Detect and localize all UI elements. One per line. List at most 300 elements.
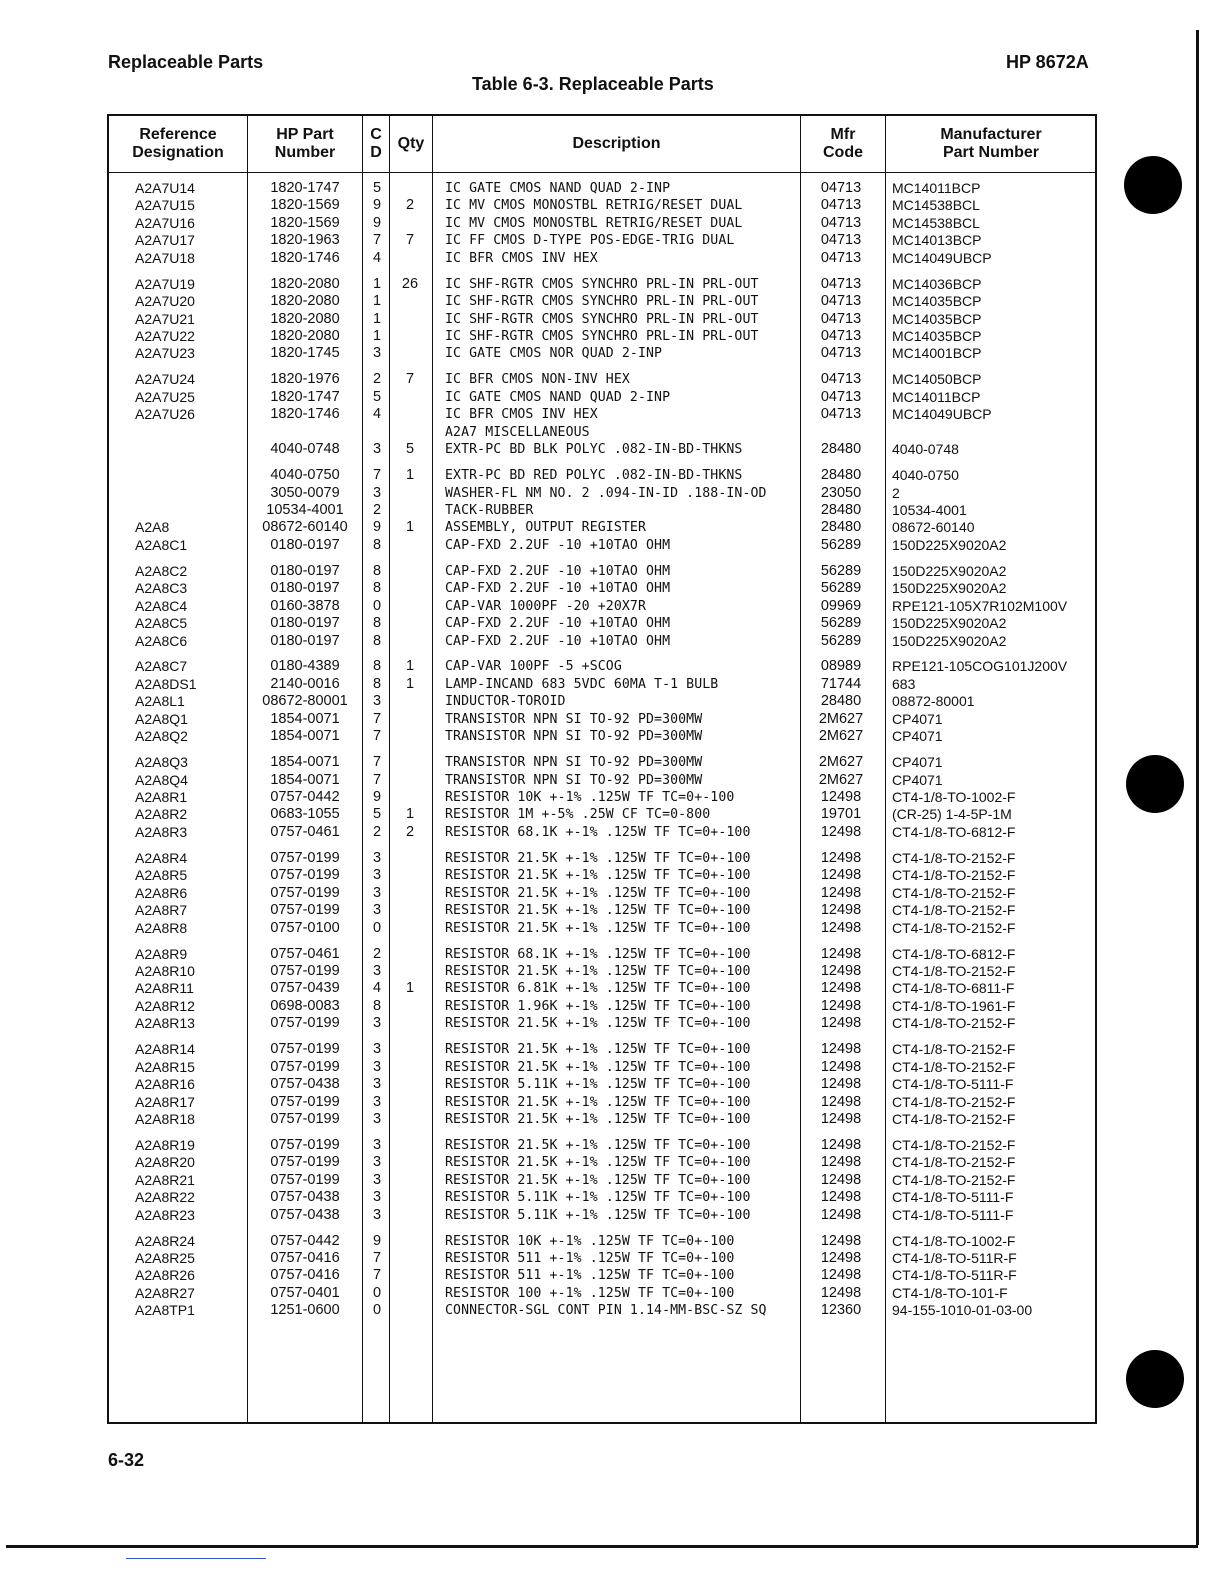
cell-mpn: MC14035BCP bbox=[892, 310, 982, 327]
cell-qty: 1 bbox=[405, 806, 415, 823]
cell-mfr: 56289 bbox=[820, 562, 862, 579]
cell-pn: 0757-0416 bbox=[270, 1250, 340, 1266]
cell-desc: CAP-FXD 2.2UF -10 +10TAO OHM bbox=[445, 537, 671, 553]
cell-ref: A2A7U22 bbox=[135, 328, 195, 344]
table-row bbox=[107, 1015, 1097, 1032]
table-row bbox=[107, 946, 1097, 963]
table-row bbox=[107, 1137, 1097, 1154]
cell-desc: RESISTOR 5.11K +-1% .125W TF TC=0+-100 bbox=[445, 1190, 751, 1206]
cell-desc: IC BFR CMOS INV HEX bbox=[445, 407, 598, 423]
cell-mpn: 2 bbox=[892, 484, 900, 501]
cell-mfr: 12498 bbox=[820, 1171, 862, 1188]
cell-mpn: CT4-1/8-TO-2152-F bbox=[892, 884, 1016, 901]
cell-qty: 2 bbox=[405, 197, 415, 214]
cell-cd: 2 bbox=[372, 945, 382, 962]
cell-pn: 0757-0199 bbox=[270, 1154, 340, 1171]
cell-ref: A2A8Q3 bbox=[135, 754, 188, 771]
cell-mfr: 28480 bbox=[820, 693, 862, 710]
cell-mpn: CT4-1/8-TO-5111-F bbox=[892, 1206, 1014, 1223]
cell-cd: 2 bbox=[372, 371, 382, 388]
cell-desc: RESISTOR 21.5K +-1% .125W TF TC=0+-100 bbox=[445, 1059, 751, 1075]
scan-underline bbox=[126, 1558, 266, 1559]
cell-mpn: CT4-1/8-TO-2152-F bbox=[892, 1154, 1016, 1171]
cell-pn: 0757-0461 bbox=[270, 823, 340, 840]
cell-desc: RESISTOR 21.5K +-1% .125W TF TC=0+-100 bbox=[445, 868, 751, 884]
cell-cd: 3 bbox=[372, 693, 382, 710]
cell-desc: A2A7 MISCELLANEOUS bbox=[445, 424, 590, 440]
table-row bbox=[107, 293, 1097, 310]
cell-pn: 1854-0071 bbox=[270, 710, 340, 727]
cell-cd: 5 bbox=[372, 180, 382, 196]
cell-mpn: CT4-1/8-TO-511R-F bbox=[892, 1250, 1017, 1266]
cell-desc: RESISTOR 1.96K +-1% .125W TF TC=0+-100 bbox=[445, 998, 751, 1014]
cell-qty: 1 bbox=[405, 658, 415, 675]
cell-qty: 1 bbox=[405, 980, 415, 997]
cell-mpn: 94-155-1010-01-03-00 bbox=[892, 1302, 1033, 1319]
cell-cd: 0 bbox=[372, 919, 382, 936]
cell-qty: 7 bbox=[405, 232, 415, 249]
cell-pn: 2140-0016 bbox=[270, 675, 340, 692]
cell-mfr: 09969 bbox=[820, 597, 862, 614]
cell-mfr: 19701 bbox=[820, 806, 862, 823]
cell-mpn: 08872-80001 bbox=[892, 693, 975, 710]
cell-mfr: 04713 bbox=[820, 310, 862, 327]
cell-desc: INDUCTOR-TOROID bbox=[445, 694, 566, 710]
cell-desc: CAP-VAR 100PF -5 +SCOG bbox=[445, 659, 622, 675]
cell-ref: A2A8R7 bbox=[135, 902, 188, 919]
cell-mpn: 150D225X9020A2 bbox=[892, 615, 1007, 632]
cell-mfr: 04713 bbox=[820, 293, 862, 310]
cell-pn: 1820-1976 bbox=[270, 371, 340, 388]
cell-cd: 4 bbox=[372, 406, 382, 423]
cell-mfr: 28480 bbox=[820, 467, 862, 484]
cell-mfr: 12498 bbox=[820, 945, 862, 962]
cell-cd: 3 bbox=[372, 1041, 382, 1058]
cell-mpn: CP4071 bbox=[892, 754, 943, 771]
cell-cd: 4 bbox=[372, 249, 382, 266]
table-row bbox=[107, 1041, 1097, 1058]
cell-ref: A2A8Q4 bbox=[135, 771, 188, 788]
table-row bbox=[107, 1172, 1097, 1189]
cell-ref: A2A8C7 bbox=[135, 658, 188, 675]
cell-pn: 08672-80001 bbox=[262, 693, 348, 710]
cell-mfr: 12498 bbox=[820, 980, 862, 997]
cell-mfr: 04713 bbox=[820, 232, 862, 249]
cell-pn: 1820-1747 bbox=[270, 388, 340, 405]
table-row bbox=[107, 1267, 1097, 1284]
cell-ref: A2A8R25 bbox=[135, 1250, 195, 1266]
cell-pn: 1854-0071 bbox=[270, 771, 340, 788]
column-header-qty: Qty bbox=[397, 135, 425, 152]
cell-cd: 7 bbox=[372, 754, 382, 771]
cell-desc: IC GATE CMOS NOR QUAD 2-INP bbox=[445, 346, 663, 362]
cell-desc: RESISTOR 1M +-5% .25W CF TC=0-800 bbox=[445, 807, 711, 823]
cell-mfr: 04713 bbox=[820, 180, 862, 196]
cell-mfr: 12360 bbox=[820, 1302, 862, 1319]
cell-ref: A2A8R17 bbox=[135, 1093, 195, 1110]
cell-cd: 1 bbox=[372, 310, 382, 327]
cell-mpn: RPE121-105X7R102M100V bbox=[892, 597, 1068, 614]
parts-table-body bbox=[107, 180, 1097, 1328]
cell-desc: RESISTOR 21.5K +-1% .125W TF TC=0+-100 bbox=[445, 963, 751, 979]
cell-cd: 3 bbox=[372, 1189, 382, 1206]
table-row bbox=[107, 406, 1097, 423]
cell-desc: IC SHF-RGTR CMOS SYNCHRO PRL-IN PRL-OUT bbox=[445, 276, 759, 292]
cell-ref: A2A8R27 bbox=[135, 1284, 195, 1301]
cell-ref: A2A7U17 bbox=[135, 232, 195, 249]
cell-mfr: 12498 bbox=[820, 1041, 862, 1058]
cell-cd: 9 bbox=[372, 214, 382, 231]
cell-ref: A2A8Q1 bbox=[135, 710, 188, 727]
cell-ref: A2A7U26 bbox=[135, 406, 195, 423]
cell-pn: 1820-2080 bbox=[270, 310, 340, 327]
table-row bbox=[107, 1250, 1097, 1267]
cell-mfr: 2M627 bbox=[818, 728, 864, 745]
table-row bbox=[107, 424, 1097, 441]
cell-ref: A2A7U25 bbox=[135, 388, 195, 405]
cell-mpn: MC14538BCL bbox=[892, 197, 980, 214]
table-row bbox=[107, 215, 1097, 232]
cell-mpn: CT4-1/8-TO-5111-F bbox=[892, 1189, 1014, 1206]
cell-pn: 0683-1055 bbox=[270, 806, 340, 823]
cell-mpn: CT4-1/8-TO-2152-F bbox=[892, 1041, 1016, 1058]
cell-pn: 0757-0416 bbox=[270, 1267, 340, 1284]
table-row bbox=[107, 693, 1097, 710]
cell-pn: 1820-2080 bbox=[270, 275, 340, 292]
cell-ref: A2A8R20 bbox=[135, 1154, 195, 1171]
cell-ref: A2A8R18 bbox=[135, 1110, 195, 1127]
cell-desc: RESISTOR 21.5K +-1% .125W TF TC=0+-100 bbox=[445, 1016, 751, 1032]
column-header-check-digit: C D bbox=[370, 126, 382, 161]
cell-mfr: 12498 bbox=[820, 1058, 862, 1075]
cell-ref: A2A8R5 bbox=[135, 867, 188, 884]
cell-pn: 0180-0197 bbox=[270, 632, 340, 649]
cell-cd: 1 bbox=[372, 328, 382, 344]
cell-cd: 3 bbox=[372, 867, 382, 884]
cell-mpn: 150D225X9020A2 bbox=[892, 562, 1007, 579]
table-row bbox=[107, 1285, 1097, 1302]
cell-pn: 0757-0100 bbox=[270, 919, 340, 936]
table-row bbox=[107, 580, 1097, 597]
cell-mpn: CP4071 bbox=[892, 728, 943, 745]
cell-cd: 3 bbox=[372, 1136, 382, 1153]
cell-mfr: 04713 bbox=[820, 328, 862, 344]
row-group bbox=[107, 563, 1097, 650]
cell-ref: A2A8Q2 bbox=[135, 728, 188, 745]
cell-mfr: 2M627 bbox=[818, 710, 864, 727]
cell-cd: 7 bbox=[372, 728, 382, 745]
cell-mfr: 12498 bbox=[820, 1267, 862, 1284]
cell-mfr: 04713 bbox=[820, 388, 862, 405]
running-header-model: HP 8672A bbox=[1006, 52, 1089, 72]
cell-cd: 8 bbox=[372, 562, 382, 579]
cell-cd: 5 bbox=[372, 388, 382, 405]
cell-desc: TRANSISTOR NPN SI TO-92 PD=300MW bbox=[445, 772, 703, 788]
cell-mpn: CT4-1/8-TO-6812-F bbox=[892, 945, 1016, 962]
cell-pn: 10534-4001 bbox=[266, 501, 344, 518]
row-group bbox=[107, 946, 1097, 1033]
cell-cd: 1 bbox=[372, 293, 382, 310]
cell-cd: 7 bbox=[372, 467, 382, 484]
table-row bbox=[107, 920, 1097, 937]
cell-mpn: CT4-1/8-TO-2152-F bbox=[892, 1015, 1016, 1032]
cell-mpn: CT4-1/8-TO-1002-F bbox=[892, 1232, 1016, 1249]
cell-ref: A2A8DS1 bbox=[135, 675, 197, 692]
cell-pn: 0757-0199 bbox=[270, 1041, 340, 1058]
cell-ref: A2A8R11 bbox=[135, 980, 194, 997]
cell-pn: 1820-1569 bbox=[270, 214, 340, 231]
cell-ref: A2A8C5 bbox=[135, 615, 188, 632]
cell-desc: RESISTOR 21.5K +-1% .125W TF TC=0+-100 bbox=[445, 1172, 751, 1188]
cell-desc: TRANSISTOR NPN SI TO-92 PD=300MW bbox=[445, 755, 703, 771]
cell-mpn: MC14050BCP bbox=[892, 371, 982, 388]
cell-cd: 3 bbox=[372, 1154, 382, 1171]
cell-cd: 3 bbox=[372, 962, 382, 979]
table-row bbox=[107, 1207, 1097, 1224]
cell-ref: A2A8R16 bbox=[135, 1076, 195, 1093]
cell-pn: 1820-1746 bbox=[270, 249, 340, 266]
cell-pn: 0757-0438 bbox=[270, 1206, 340, 1223]
cell-ref: A2A8R26 bbox=[135, 1267, 195, 1284]
table-row bbox=[107, 885, 1097, 902]
cell-mfr: 08989 bbox=[820, 658, 862, 675]
cell-pn: 1820-1963 bbox=[270, 232, 340, 249]
cell-cd: 9 bbox=[372, 197, 382, 214]
table-row bbox=[107, 371, 1097, 388]
cell-mpn: MC14538BCL bbox=[892, 214, 980, 231]
cell-ref: A2A8R6 bbox=[135, 884, 188, 901]
table-row bbox=[107, 328, 1097, 345]
cell-cd: 3 bbox=[372, 1171, 382, 1188]
cell-pn: 0757-0442 bbox=[270, 789, 340, 805]
cell-desc: RESISTOR 21.5K +-1% .125W TF TC=0+-100 bbox=[445, 1155, 751, 1171]
cell-desc: IC SHF-RGTR CMOS SYNCHRO PRL-IN PRL-OUT bbox=[445, 311, 759, 327]
cell-desc: IC SHF-RGTR CMOS SYNCHRO PRL-IN PRL-OUT bbox=[445, 329, 759, 344]
table-row bbox=[107, 441, 1097, 458]
cell-mpn: MC14049UBCP bbox=[892, 249, 992, 266]
cell-mpn: CP4071 bbox=[892, 710, 943, 727]
cell-mpn: 4040-0750 bbox=[892, 467, 959, 484]
cell-qty: 1 bbox=[405, 519, 415, 536]
cell-mfr: 12498 bbox=[820, 1093, 862, 1110]
cell-pn: 1820-1746 bbox=[270, 406, 340, 423]
cell-mfr: 12498 bbox=[820, 1154, 862, 1171]
table-row bbox=[107, 502, 1097, 519]
cell-pn: 0698-0083 bbox=[270, 997, 340, 1014]
cell-ref: A2A8R22 bbox=[135, 1189, 195, 1206]
binder-hole bbox=[1126, 1350, 1184, 1408]
scan-edge-right bbox=[1196, 30, 1199, 1545]
cell-mpn: CT4-1/8-TO-2152-F bbox=[892, 867, 1016, 884]
cell-pn: 0180-0197 bbox=[270, 580, 340, 597]
cell-mpn: CT4-1/8-TO-511R-F bbox=[892, 1267, 1017, 1284]
cell-cd: 4 bbox=[372, 980, 382, 997]
cell-pn: 1820-2080 bbox=[270, 328, 340, 344]
cell-pn: 1854-0071 bbox=[270, 728, 340, 745]
cell-mpn: 08672-60140 bbox=[892, 519, 975, 536]
column-header-mfr-code: Mfr Code bbox=[823, 126, 863, 161]
cell-cd: 2 bbox=[372, 501, 382, 518]
table-row bbox=[107, 658, 1097, 675]
cell-desc: CAP-FXD 2.2UF -10 +10TAO OHM bbox=[445, 616, 671, 632]
cell-mfr: 71744 bbox=[820, 675, 862, 692]
cell-mfr: 12498 bbox=[820, 1076, 862, 1093]
cell-desc: RESISTOR 5.11K +-1% .125W TF TC=0+-100 bbox=[445, 1077, 751, 1093]
cell-ref: A2A8R23 bbox=[135, 1206, 195, 1223]
cell-ref: A2A8R14 bbox=[135, 1041, 195, 1058]
cell-desc: RESISTOR 5.11K +-1% .125W TF TC=0+-100 bbox=[445, 1207, 751, 1223]
cell-cd: 7 bbox=[372, 1250, 382, 1266]
cell-mpn: 4040-0748 bbox=[892, 441, 959, 458]
cell-pn: 0757-0199 bbox=[270, 962, 340, 979]
cell-cd: 3 bbox=[372, 884, 382, 901]
row-group bbox=[107, 180, 1097, 267]
cell-pn: 1820-1569 bbox=[270, 197, 340, 214]
cell-desc: RESISTOR 21.5K +-1% .125W TF TC=0+-100 bbox=[445, 1111, 751, 1127]
cell-desc: RESISTOR 21.5K +-1% .125W TF TC=0+-100 bbox=[445, 1137, 751, 1153]
table-row bbox=[107, 485, 1097, 502]
cell-mfr: 12498 bbox=[820, 789, 862, 805]
cell-ref: A2A7U23 bbox=[135, 345, 195, 362]
cell-ref: A2A8R13 bbox=[135, 1015, 195, 1032]
cell-cd: 8 bbox=[372, 997, 382, 1014]
cell-qty: 1 bbox=[405, 467, 415, 484]
cell-pn: 0757-0199 bbox=[270, 867, 340, 884]
cell-ref: A2A8R19 bbox=[135, 1136, 195, 1153]
cell-pn: 0180-4389 bbox=[270, 658, 340, 675]
cell-pn: 0757-0439 bbox=[270, 980, 340, 997]
cell-desc: IC BFR CMOS INV HEX bbox=[445, 250, 598, 266]
cell-pn: 0757-0199 bbox=[270, 884, 340, 901]
cell-pn: 0757-0401 bbox=[270, 1284, 340, 1301]
cell-desc: RESISTOR 68.1K +-1% .125W TF TC=0+-100 bbox=[445, 824, 751, 840]
cell-cd: 3 bbox=[372, 1110, 382, 1127]
cell-mfr: 04713 bbox=[820, 197, 862, 214]
cell-cd: 0 bbox=[372, 1284, 382, 1301]
cell-mfr: 12498 bbox=[820, 823, 862, 840]
cell-desc: LAMP-INCAND 683 5VDC 60MA T-1 BULB bbox=[445, 676, 719, 692]
cell-mpn: 683 bbox=[892, 675, 916, 692]
table-row bbox=[107, 519, 1097, 536]
cell-desc: IC GATE CMOS NAND QUAD 2-INP bbox=[445, 181, 671, 196]
row-group bbox=[107, 1137, 1097, 1224]
cell-mfr: 2M627 bbox=[818, 771, 864, 788]
cell-mfr: 12498 bbox=[820, 1110, 862, 1127]
cell-qty: 5 bbox=[405, 441, 415, 458]
cell-desc: ASSEMBLY, OUTPUT REGISTER bbox=[445, 520, 646, 536]
cell-mfr: 12498 bbox=[820, 962, 862, 979]
table-row bbox=[107, 998, 1097, 1015]
cell-mpn: 150D225X9020A2 bbox=[892, 632, 1007, 649]
cell-pn: 0757-0199 bbox=[270, 1058, 340, 1075]
cell-mpn: CT4-1/8-TO-5111-F bbox=[892, 1076, 1014, 1093]
cell-desc: IC MV CMOS MONOSTBL RETRIG/RESET DUAL bbox=[445, 215, 743, 231]
cell-cd: 3 bbox=[372, 345, 382, 362]
cell-ref: A2A8R15 bbox=[135, 1058, 195, 1075]
cell-pn: 0160-3878 bbox=[270, 597, 340, 614]
cell-cd: 3 bbox=[372, 1206, 382, 1223]
cell-desc: RESISTOR 21.5K +-1% .125W TF TC=0+-100 bbox=[445, 920, 751, 936]
cell-cd: 7 bbox=[372, 1267, 382, 1284]
cell-pn: 0757-0442 bbox=[270, 1232, 340, 1249]
cell-desc: RESISTOR 21.5K +-1% .125W TF TC=0+-100 bbox=[445, 1094, 751, 1110]
table-row bbox=[107, 598, 1097, 615]
table-row bbox=[107, 1059, 1097, 1076]
table-row bbox=[107, 867, 1097, 884]
cell-pn: 0180-0197 bbox=[270, 536, 340, 553]
cell-desc: RESISTOR 100 +-1% .125W TF TC=0+-100 bbox=[445, 1285, 735, 1301]
cell-desc: CONNECTOR-SGL CONT PIN 1.14-MM-BSC-SZ SQ bbox=[445, 1303, 767, 1319]
cell-desc: RESISTOR 10K +-1% .125W TF TC=0+-100 bbox=[445, 790, 735, 805]
row-group bbox=[107, 276, 1097, 363]
cell-mfr: 12498 bbox=[820, 1206, 862, 1223]
cell-cd: 8 bbox=[372, 675, 382, 692]
cell-qty: 2 bbox=[405, 823, 415, 840]
cell-mfr: 12498 bbox=[820, 902, 862, 919]
cell-ref: A2A8R4 bbox=[135, 849, 188, 866]
running-header-section: Replaceable Parts bbox=[108, 52, 264, 72]
cell-cd: 8 bbox=[372, 632, 382, 649]
cell-desc: TRANSISTOR NPN SI TO-92 PD=300MW bbox=[445, 729, 703, 745]
table-row bbox=[107, 311, 1097, 328]
cell-desc: IC BFR CMOS NON-INV HEX bbox=[445, 372, 630, 388]
table-row bbox=[107, 1094, 1097, 1111]
cell-pn: 0757-0199 bbox=[270, 849, 340, 866]
cell-cd: 3 bbox=[372, 1058, 382, 1075]
cell-mpn: CT4-1/8-TO-2152-F bbox=[892, 1058, 1016, 1075]
cell-mfr: 28480 bbox=[820, 501, 862, 518]
cell-ref: A2A7U14 bbox=[135, 180, 195, 196]
cell-mfr: 12498 bbox=[820, 1189, 862, 1206]
cell-ref: A2A8C3 bbox=[135, 580, 188, 597]
cell-mpn: MC14013BCP bbox=[892, 232, 982, 249]
cell-cd: 9 bbox=[372, 519, 382, 536]
cell-cd: 8 bbox=[372, 536, 382, 553]
cell-mfr: 12498 bbox=[820, 997, 862, 1014]
cell-cd: 7 bbox=[372, 232, 382, 249]
page-number: 6-32 bbox=[108, 1450, 145, 1470]
cell-mpn: CT4-1/8-TO-6811-F bbox=[892, 980, 1015, 997]
cell-mpn: CT4-1/8-TO-2152-F bbox=[892, 902, 1016, 919]
table-row bbox=[107, 676, 1097, 693]
cell-mpn: CT4-1/8-TO-1961-F bbox=[892, 997, 1016, 1014]
cell-mfr: 04713 bbox=[820, 345, 862, 362]
cell-cd: 1 bbox=[372, 275, 382, 292]
cell-mpn: CT4-1/8-TO-2152-F bbox=[892, 1136, 1016, 1153]
table-row bbox=[107, 537, 1097, 554]
cell-cd: 0 bbox=[372, 1302, 382, 1319]
cell-pn: 0757-0199 bbox=[270, 902, 340, 919]
cell-mpn: CT4-1/8-TO-2152-F bbox=[892, 1093, 1016, 1110]
cell-mpn: MC14035BCP bbox=[892, 328, 982, 344]
cell-cd: 2 bbox=[372, 823, 382, 840]
table-row bbox=[107, 633, 1097, 650]
cell-desc: CAP-FXD 2.2UF -10 +10TAO OHM bbox=[445, 581, 671, 597]
table-row bbox=[107, 711, 1097, 728]
cell-mpn: MC14001BCP bbox=[892, 345, 982, 362]
cell-desc: TRANSISTOR NPN SI TO-92 PD=300MW bbox=[445, 711, 703, 727]
cell-mpn: CT4-1/8-TO-2152-F bbox=[892, 1171, 1016, 1188]
cell-cd: 3 bbox=[372, 902, 382, 919]
cell-mpn: 150D225X9020A2 bbox=[892, 536, 1007, 553]
cell-mfr: 2M627 bbox=[818, 754, 864, 771]
table-row bbox=[107, 772, 1097, 789]
cell-cd: 3 bbox=[372, 1093, 382, 1110]
cell-mfr: 28480 bbox=[820, 441, 862, 458]
cell-mfr: 12498 bbox=[820, 1284, 862, 1301]
table-row bbox=[107, 232, 1097, 249]
cell-mfr: 04713 bbox=[820, 371, 862, 388]
